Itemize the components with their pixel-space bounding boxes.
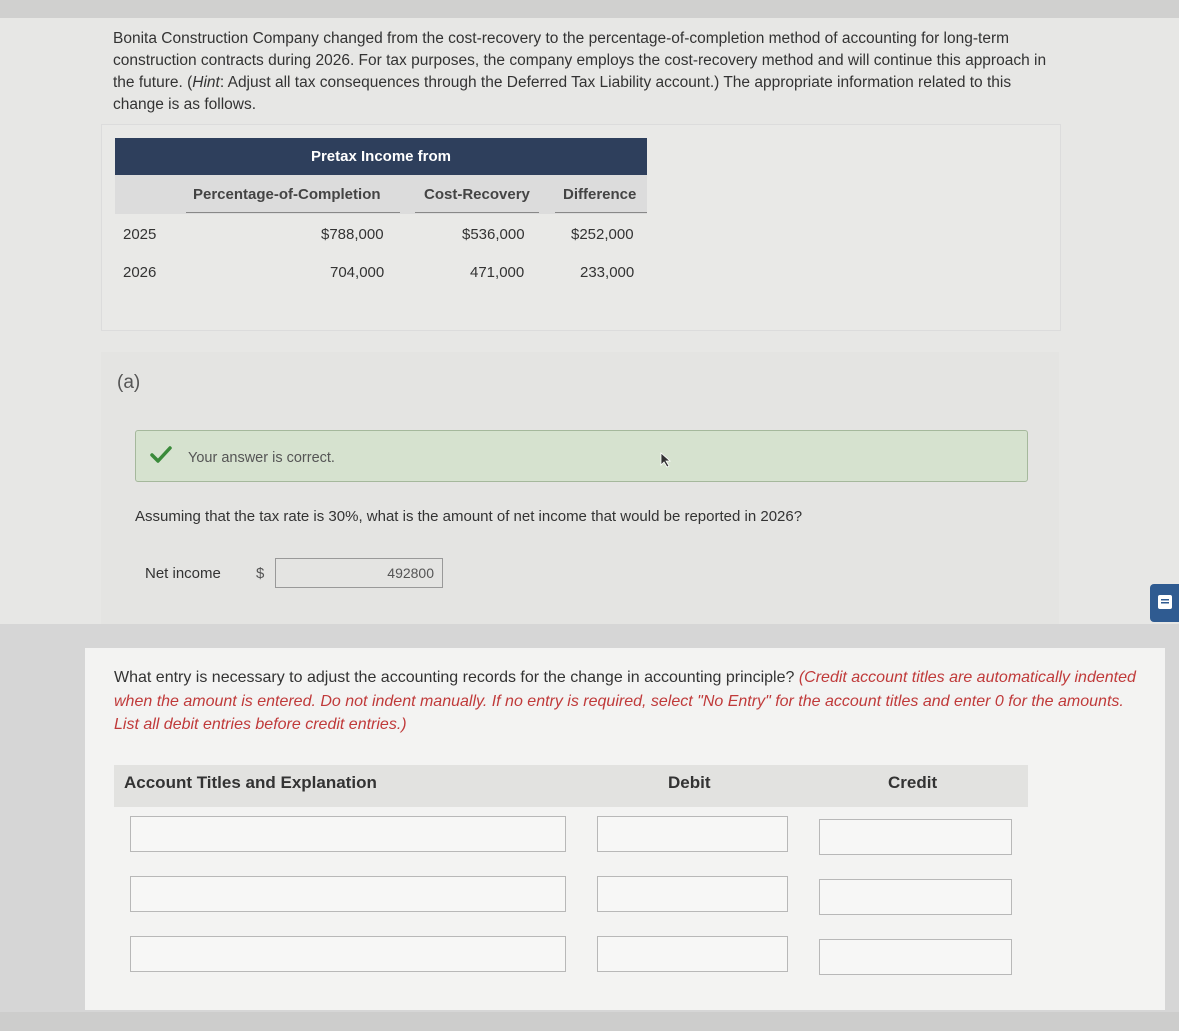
header-account-titles: Account Titles and Explanation — [124, 773, 377, 792]
net-income-label: Net income — [145, 565, 221, 582]
cell-poc-2026: 704,000 — [330, 264, 385, 281]
row-year-2026: 2026 — [123, 264, 157, 281]
top-strip — [0, 0, 1179, 18]
part-a-question: Assuming that the tax rate is 30%, what is the amount of net income that would be reported in 2026? — [135, 508, 803, 525]
column-header-difference: Difference — [563, 186, 637, 203]
part-a-section — [101, 352, 1059, 624]
currency-symbol: $ — [256, 565, 265, 582]
problem-statement: Bonita Construction Company changed from the cost-recovery to the percentage-of-completion method of accounting for long-term construction contracts during 2026. For tax purposes, the company employs the cost-recovery method and will continue this approach in the future. (Hint: Adjust all tax consequences through the Deferred Tax Liability account.) The appropriate information related to this change is as follows. — [113, 30, 1047, 113]
account-title-input[interactable] — [130, 936, 566, 972]
cell-cr-2025: $536,000 — [462, 226, 525, 243]
credit-input[interactable] — [819, 879, 1012, 915]
side-feedback-tab[interactable] — [1150, 584, 1179, 622]
mouse-cursor-icon — [660, 452, 672, 473]
part-a-label: (a) — [117, 372, 141, 393]
debit-input[interactable] — [597, 936, 788, 972]
column-underline — [415, 212, 539, 213]
debit-input[interactable] — [597, 876, 788, 912]
debit-input[interactable] — [597, 816, 788, 852]
column-header-cost-recovery: Cost-Recovery — [424, 186, 530, 203]
bottom-strip — [0, 1012, 1179, 1031]
column-underline — [186, 212, 400, 213]
cell-diff-2025: $252,000 — [571, 226, 634, 243]
row-year-2025: 2025 — [123, 226, 157, 243]
cell-diff-2026: 233,000 — [580, 264, 635, 281]
cell-cr-2026: 471,000 — [470, 264, 525, 281]
credit-input[interactable] — [819, 939, 1012, 975]
notes-icon — [1157, 594, 1173, 615]
net-income-input[interactable] — [275, 558, 443, 588]
table-header: Pretax Income from — [115, 138, 647, 175]
cell-poc-2025: $788,000 — [321, 226, 384, 243]
credit-input[interactable] — [819, 819, 1012, 855]
header-credit: Credit — [888, 773, 938, 792]
account-title-input[interactable] — [130, 876, 566, 912]
header-debit: Debit — [668, 773, 711, 792]
journal-entry-instructions: What entry is necessary to adjust the accounting records for the change in accounting principle? (Credit account titles are automatically indented when the amount is entered. Do not indent manually. If no entry is required, select "No Entry" for the account titles and enter 0 for the amounts. List all debit entries before credit entries.) — [114, 669, 1136, 733]
check-icon — [150, 445, 172, 470]
column-underline — [555, 212, 647, 213]
account-title-input[interactable] — [130, 816, 566, 852]
answer-correct-text: Your answer is correct. — [188, 450, 335, 466]
column-header-poc: Percentage-of-Completion — [193, 186, 381, 203]
